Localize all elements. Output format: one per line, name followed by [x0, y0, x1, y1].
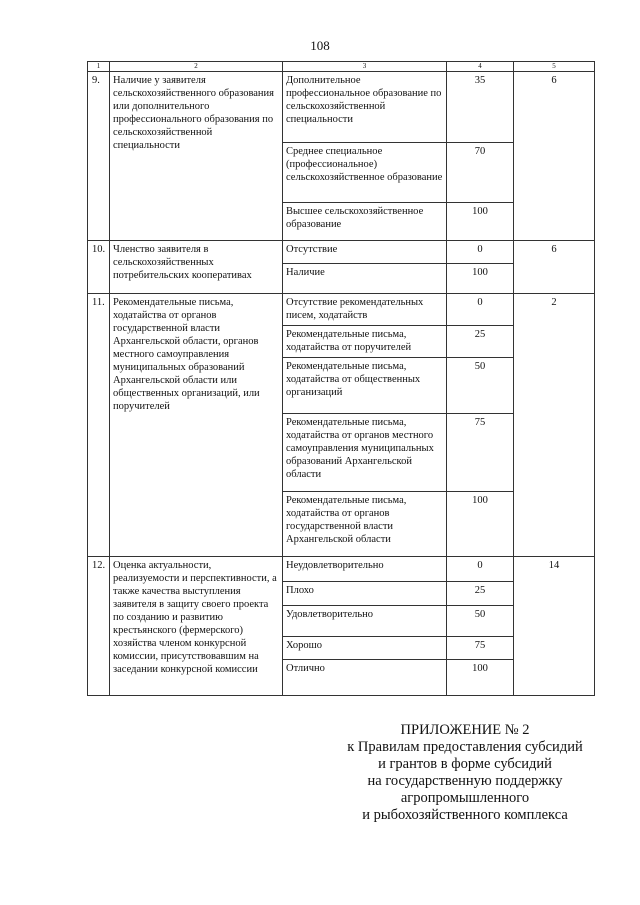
criterion-text: Рекомендательные письма, ходатайства от органов государственной власти Архангельской области, органов местного самоуправления муниципальных образований Архангельской области или общественных организаций, или поручителей [110, 294, 283, 557]
option-score: 100 [447, 203, 514, 241]
appendix-line: агропромышленного [400, 790, 530, 806]
option-text: Дополнительное профессиональное образование по сельскохозяйственной специальности [283, 72, 447, 143]
option-text: Удовлетворительно [283, 606, 447, 637]
option-score: 0 [447, 557, 514, 582]
table-row [88, 294, 595, 326]
table-row [88, 72, 595, 143]
option-text: Рекомендательные письма, ходатайства от поручителей [283, 326, 447, 358]
header-cell: 1 [88, 62, 110, 72]
table-row [88, 241, 595, 264]
option-score: 25 [447, 582, 514, 606]
criterion-number: 10. [88, 241, 110, 294]
criterion-number: 9. [88, 72, 110, 241]
option-text: Высшее сельскохозяйственное образование [283, 203, 447, 241]
option-score: 50 [447, 358, 514, 414]
option-text: Среднее специальное (профессиональное) сельскохозяйственное образование [283, 143, 447, 203]
criterion-text: Наличие у заявителя сельскохозяйственного образования или дополнительного профессионального образования по сельскохозяйственной специальности [110, 72, 283, 241]
option-score: 75 [447, 414, 514, 492]
option-score: 70 [447, 143, 514, 203]
option-score: 0 [447, 294, 514, 326]
option-score: 0 [447, 241, 514, 264]
option-text: Неудовлетворительно [283, 557, 447, 582]
header-cell: 2 [110, 62, 283, 72]
criteria-table [87, 61, 595, 696]
appendix-line: на государственную поддержку [367, 773, 563, 789]
option-text: Отлично [283, 660, 447, 696]
criterion-weight: 14 [514, 557, 595, 696]
option-score: 50 [447, 606, 514, 637]
option-score: 100 [447, 264, 514, 294]
criterion-weight: 6 [514, 241, 595, 294]
option-score: 100 [447, 492, 514, 557]
option-text: Рекомендательные письма, ходатайства от органов государственной власти Архангельской области [283, 492, 447, 557]
criterion-number: 12. [88, 557, 110, 696]
option-score: 100 [447, 660, 514, 696]
appendix-block [300, 722, 630, 824]
option-score: 25 [447, 326, 514, 358]
option-text: Рекомендательные письма, ходатайства от общественных организаций [283, 358, 447, 414]
header-cell: 5 [514, 62, 595, 72]
criterion-text: Оценка актуальности, реализуемости и перспективности, а также качества выступления заявителя в защиту своего проекта по созданию и развитию крестьянского (фермерского) хозяйства членом конкурсной комиссии, присутствовавшим на заседании конкурсной комиссии [110, 557, 283, 696]
criterion-weight: 2 [514, 294, 595, 557]
option-text: Плохо [283, 582, 447, 606]
header-cell: 4 [447, 62, 514, 72]
option-text: Хорошо [283, 637, 447, 660]
appendix-line: к Правилам предоставления субсидий [347, 739, 583, 755]
page-number: 108 [310, 38, 330, 53]
option-text: Отсутствие [283, 241, 447, 264]
criterion-number: 11. [88, 294, 110, 557]
table-row [88, 557, 595, 582]
option-text: Рекомендательные письма, ходатайства от органов местного самоуправления муниципальных образований Архангельской области [283, 414, 447, 492]
criterion-text: Членство заявителя в сельскохозяйственных потребительских кооперативах [110, 241, 283, 294]
option-text: Наличие [283, 264, 447, 294]
option-text: Отсутствие рекомендательных писем, ходатайств [283, 294, 447, 326]
table-header-row [88, 62, 595, 72]
appendix-title: ПРИЛОЖЕНИЕ № 2 [400, 722, 530, 738]
header-cell: 3 [283, 62, 447, 72]
appendix-line: и грантов в форме субсидий [378, 756, 552, 772]
option-score: 35 [447, 72, 514, 143]
criterion-weight: 6 [514, 72, 595, 241]
option-score: 75 [447, 637, 514, 660]
appendix-line: и рыбохозяйственного комплекса [362, 807, 568, 823]
